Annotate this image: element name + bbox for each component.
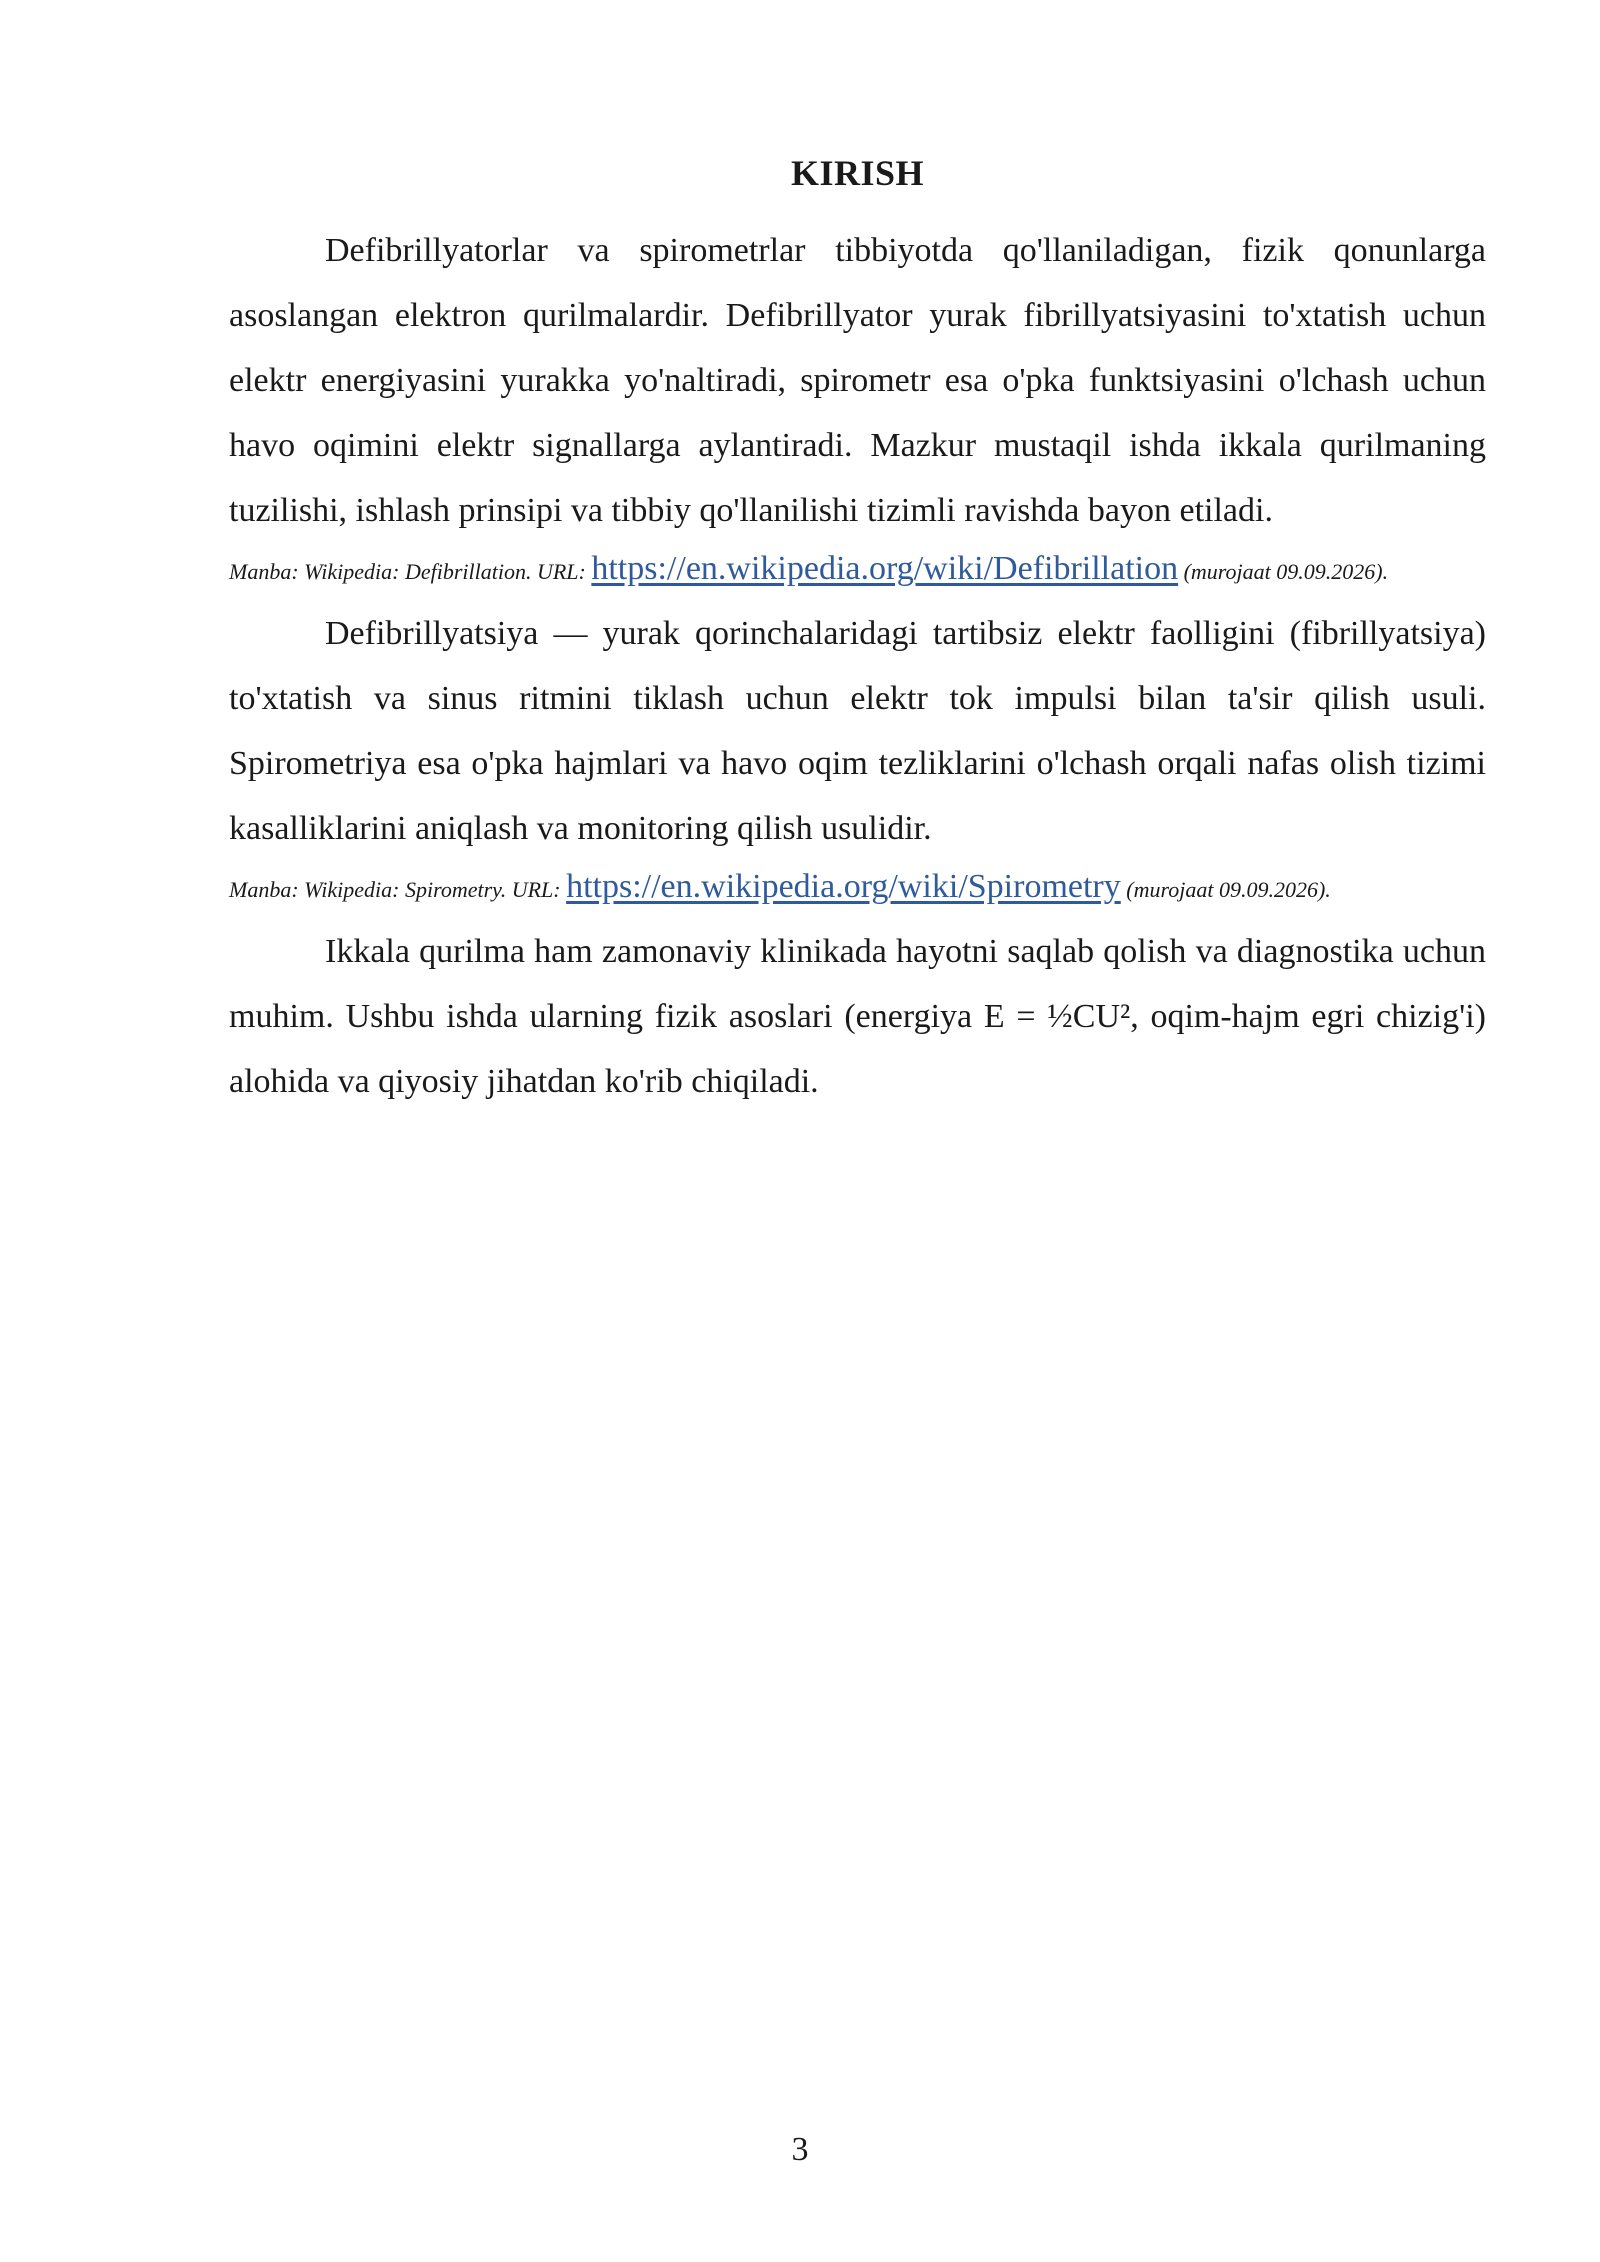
section-title: KIRISH [790,153,925,193]
source-prefix: Manba: Wikipedia: Defibrillation. URL: [229,559,592,584]
source-link-spirometry[interactable]: https://en.wikipedia.org/wiki/Spirometry [566,868,1121,905]
source-link-defibrillation[interactable]: https://en.wikipedia.org/wiki/Defibrillation [591,550,1179,587]
source-suffix: (murojaat 09.09.2026). [1120,877,1331,902]
page-number: 3 [791,2131,809,2168]
source-note-defibrillation [229,550,1486,587]
source-suffix: (murojaat 09.09.2026). [1178,559,1389,584]
page-content [229,148,1486,1114]
conclusion-paragraph: Ikkala qurilma ham zamonaviy klinikada hayotni saqlab qolish va diagnostika uchun muhim. Ushbu ishda ularning fizik asoslari (energiya E = ½CU², oqim-hajm egri chizig'i) alohida va qiyosiy jihatdan ko'rib chiqiladi. [229,933,1486,1100]
intro-paragraph: Defibrillyatorlar va spirometrlar tibbiyotda qo'llaniladigan, fizik qonunlarga asoslangan elektron qurilmalardir. Defibrillyator yurak fibrillyatsiyasini to'xtatish uchun elektr energiyasini yurakka yo'naltiradi, spirometr esa o'pka funktsiyasini o'lchash uchun havo oqimini elektr signallarga aylantiradi. Mazkur mustaqil ishda ikkala qurilmaning tuzilishi, ishlash prinsipi va tibbiy qo'llanilishi tizimli ravishda bayon etiladi. [229,232,1486,529]
source-prefix: Manba: Wikipedia: Spirometry. URL: [229,877,567,902]
source-note-spirometry [229,868,1486,905]
definition-paragraph: Defibrillyatsiya — yurak qorinchalaridagi tartibsiz elektr faolligini (fibrillyatsiya) to'xtatish va sinus ritmini tiklash uchun elektr tok impulsi bilan ta'sir qilish usuli. Spirometriya esa o'pka hajmlari va havo oqim tezliklarini o'lchash orqali nafas olish tizimi kasalliklarini aniqlash va monitoring qilish usulidir. [229,615,1486,847]
